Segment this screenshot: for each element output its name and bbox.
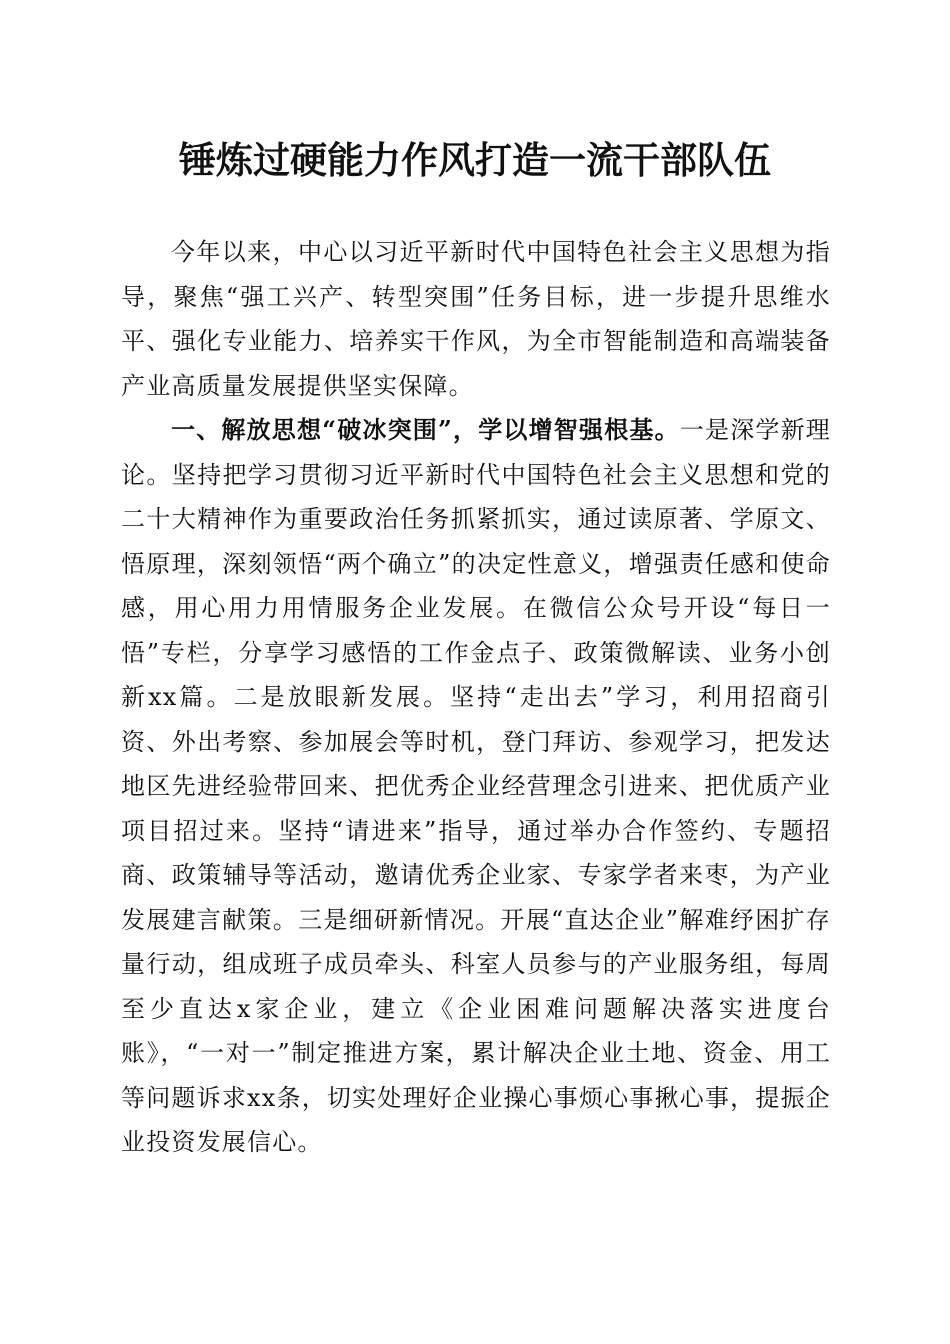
intro-paragraph: 今年以来，中心以习近平新时代中国特色社会主义思想为指导，聚焦“强工兴产、转型突围”任务目标，进一步提升思维水平、强化专业能力、培养实干作风，为全市智能制造和高端装备产业高质量发展提供坚实保障。 xyxy=(121,238,831,400)
section-1-body: 一是深学新理论。坚持把学习贯彻习近平新时代中国特色社会主义思想和党的二十大精神作为重要政治任务抓紧抓实，通过读原著、学原文、悟原理，深刻领悟“两个确立”的决定性意义，增强责任感和使命感，用心用力用情服务企业发展。在微信公众号开设“每日一悟”专栏，分享学习感悟的工作金点子、政策微解读、业务小创新xx篇。二是放眼新发展。坚持“走出去”学习，利用招商引资、外出考察、参加展会等时机，登门拜访、参观学习，把发达地区先进经验带回来、把优秀企业经营理念引进来、把优质产业项目招过来。坚持“请进来”指导，通过举办合作签约、专题招商、政策辅导等活动，邀请优秀企业家、专家学者来枣，为产业发展建言献策。三是细研新情况。开展“直达企业”解难纾困扩存量行动，组成班子成员牵头、科室人员参与的产业服务组，每周至少直达x家企业，建立《企业困难问题解决落实进度台账》，“一对一”制定推进方案，累计解决企业土地、资金、用工等问题诉求xx条，切实处理好企业操心事烦心事揪心事，提振企业投资发展信心。 xyxy=(121,416,832,1156)
section-1-heading: 一、解放思想“破冰突围”，学以增智强根基。 xyxy=(171,415,680,444)
section-1-paragraph xyxy=(121,408,831,1165)
document-title: 锤炼过硬能力作风打造一流干部队伍 xyxy=(179,138,771,182)
document-body xyxy=(121,230,831,1165)
